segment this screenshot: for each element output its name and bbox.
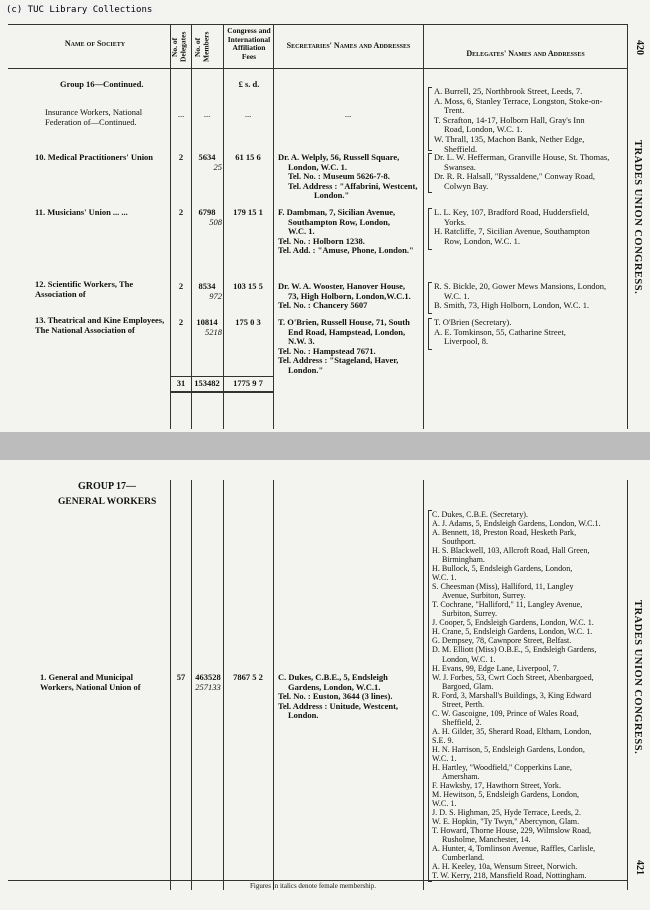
delegate-line: A. Moss, 6, Stanley Terrace, Longston, Stoke-on-: [434, 95, 603, 106]
secretary-line: C. Dukes, C.B.E., 5, Endsleigh: [278, 672, 388, 682]
members-count: 463528: [195, 672, 221, 682]
secretary-line: Tel. No. : Hampstead 7671.: [278, 345, 376, 356]
delegate-line: W.C. 1.: [432, 573, 457, 583]
delegate-line: H. Bullock, 5, Endsleigh Gardens, London,: [432, 564, 573, 574]
members-count: 10814: [196, 317, 218, 327]
col-divider: [423, 24, 424, 429]
delegate-line: Cumberland.: [442, 853, 485, 863]
fees-value: ...: [244, 109, 252, 119]
secretary-line: London.": [288, 364, 324, 375]
members-female: 972: [209, 291, 222, 301]
total-fees: 1775 9 7: [233, 378, 263, 388]
delegate-line: A. E. Tomkinson, 55, Catharine Street,: [434, 326, 566, 337]
delegate-line: Road, London, W.C. 1.: [444, 124, 523, 135]
secretary-line: London, W.C. 1.: [288, 161, 348, 172]
fees-value: 7867 5 2: [233, 672, 263, 682]
fees-value: 103 15 5: [233, 281, 263, 291]
delegate-list: [434, 282, 606, 311]
col-divider: [627, 480, 628, 890]
delegate-line: Swansea.: [444, 161, 476, 172]
delegate-line: Row, London, W.C. 1.: [444, 235, 520, 246]
society-name: 1. General and Municipal Workers, National Union of: [40, 672, 141, 692]
secretary-line: Gardens, London, W.C.1.: [288, 681, 381, 692]
secretary-address: [278, 673, 398, 721]
secretary-line: W.C. 1.: [288, 226, 315, 237]
page-421: [0, 460, 650, 910]
secretary-line: Dr. A. Welply, 56, Russell Square,: [278, 152, 400, 162]
bracket: [428, 282, 432, 314]
header-secretaries: Secretaries' Names and Addresses: [286, 41, 411, 50]
totals-top-rule: [170, 376, 273, 377]
members-count: 6798: [198, 207, 216, 217]
delegate-line: Liverpool, 8.: [444, 336, 489, 347]
group-title: Group 16—Continued.: [60, 79, 144, 89]
delegate-line: A. H. Keeley, 10a, Wensum Street, Norwich.: [432, 862, 578, 872]
delegates-count: 2: [178, 152, 184, 162]
secretary-line: London.: [288, 710, 319, 721]
delegate-line: Avenue, Surbiton, Surrey.: [442, 591, 526, 601]
page-number: 420: [634, 40, 645, 55]
header-delegate-names: Delegates' Names and Addresses: [466, 49, 585, 58]
society-name: Insurance Workers, National Federation of—Continued.: [45, 107, 143, 127]
delegate-line: Rusholme, Manchester, 14.: [442, 835, 531, 845]
delegate-line: C. W. Gascoigne, 109, Prince of Wales Road,: [432, 708, 579, 718]
delegate-line: T. Scrafton, 14-17, Holborn Hall, Gray's Inn: [434, 114, 585, 125]
delegate-list: [434, 208, 590, 246]
secretary-line: Southampton Row, London,: [288, 216, 391, 227]
secretary-address: [278, 282, 411, 311]
delegate-line: H. Crane, 5, Endsleigh Gardens, London, W.C. 1.: [432, 627, 593, 637]
secretary-line: T. O'Brien, Russell House, 71, South: [278, 317, 410, 327]
delegate-line: W.C. 1.: [432, 799, 457, 808]
total-members: 153482: [194, 378, 220, 388]
delegate-line: W.C. 1.: [432, 753, 457, 763]
bracket: [428, 87, 432, 151]
secretary-address: [278, 208, 414, 256]
delegate-line: J. D. S. Highman, 25, Hyde Terrace, Leeds, 2.: [432, 808, 581, 818]
header-members: No. of Members: [193, 31, 211, 63]
delegate-list: [434, 87, 603, 154]
secretary-line: Tel. No. : Chancery 5607: [278, 300, 368, 311]
col-divider: [170, 480, 171, 890]
fees-value: 175 0 3: [235, 317, 261, 327]
delegate-line: H. Evans, 99, Edge Lane, Liverpool, 7.: [432, 663, 559, 673]
secretary-line: Tel. No. : Museum 5626-7-8.: [288, 171, 390, 182]
bracket: [428, 318, 432, 350]
society-name: 13. Theatrical and Kine Employees, The National Association of: [35, 315, 165, 335]
col-divider: [273, 24, 274, 429]
delegate-line: G. Dempsey, 78, Cawnpore Street, Belfast.: [432, 636, 572, 646]
delegate-line: Birmingham.: [442, 555, 485, 565]
delegate-list: [434, 318, 566, 347]
secretary-line: London.": [314, 190, 350, 201]
delegate-line: A. Hunter, 4, Tomlinson Avenue, Raffles, Carlisle,: [432, 844, 596, 854]
society-name: 12. Scientific Workers, The Association of: [35, 279, 134, 299]
delegate-line: Trent.: [444, 105, 465, 116]
side-title: TRADES UNION CONGRESS.: [632, 600, 643, 755]
page-number: 421: [634, 860, 645, 875]
delegates-count: 2: [178, 317, 184, 327]
side-title: TRADES UNION CONGRESS.: [632, 140, 643, 295]
delegate-line: A. Bennett, 18, Preston Road, Hesketh Park,: [432, 528, 577, 538]
delegate-list: [432, 510, 601, 880]
delegate-line: Dr. R. R. Halsall, "Ryssaldene," Conway Road,: [434, 171, 596, 182]
delegate-line: T. Cochrane, "Halliford," 11, Langley Avenue,: [432, 600, 583, 610]
header-society: Name of Society: [64, 39, 126, 48]
delegate-line: H. S. Blackwell, 103, Allcroft Road, Hall Green,: [432, 546, 590, 556]
col-divider: [423, 480, 424, 890]
delegate-line: Sheffield.: [444, 143, 478, 154]
secretary-line: Tel. No. : Holborn 1238.: [278, 235, 365, 246]
society-name: 10. Medical Practitioners' Union: [35, 152, 154, 162]
footnote: Figures in italics denote female membership.: [250, 882, 376, 890]
delegate-line: Colwyn Bay.: [444, 180, 489, 191]
secretary-line: Tel. Address : "Affabrini, Westcent,: [288, 180, 418, 191]
delegate-line: W.C. 1.: [444, 290, 470, 301]
header-delegates: No. of Delegates: [170, 31, 188, 63]
secretary-line: Tel. Address : "Stageland, Haver,: [278, 355, 399, 366]
secretary-address: [278, 318, 410, 376]
members-count: ...: [203, 109, 211, 119]
delegate-line: H. Ratcliffe, 7, Sicilian Avenue, Southampton: [434, 226, 590, 237]
fees-value: 61 15 6: [235, 152, 261, 162]
col-divider: [170, 24, 171, 429]
members-female: 508: [209, 217, 222, 227]
members-female: 257133: [195, 682, 221, 692]
delegate-line: R. Ford, 3, Marshall's Buildings, 3, King Edward: [432, 690, 592, 700]
members-female: 25: [213, 162, 222, 172]
secretary-line: End Road, Hampstead, London,: [288, 326, 406, 337]
delegate-line: Amersham.: [442, 771, 480, 781]
members-count: 5634: [198, 152, 216, 162]
delegate-line: W. J. Forbes, 53, Cwrt Coch Street, Abenbargoed,: [432, 672, 594, 682]
bracket: [428, 153, 432, 193]
members-count: 8534: [198, 281, 216, 291]
delegate-line: Sheffield, 2.: [442, 717, 482, 727]
currency-header: £ s. d.: [238, 79, 260, 89]
watermark-label: (c) TUC Library Collections: [3, 4, 155, 16]
delegates-count: 57: [176, 672, 186, 682]
delegate-line: H. Hartley, "Woodfield," Copperkins Lane,: [432, 762, 572, 772]
delegate-line: A. H. Gilder, 35, Sherard Road, Eltham, London,: [432, 726, 592, 736]
members-female: 5218: [205, 327, 222, 337]
delegates-count: 2: [178, 281, 184, 291]
delegate-line: C. Dukes, C.B.E. (Secretary).: [432, 510, 528, 519]
delegate-line: T. O'Brien (Secretary).: [434, 317, 512, 327]
secretary-line: Dr. W. A. Wooster, Hanover House,: [278, 281, 406, 291]
delegate-line: London, W.C. 1.: [442, 654, 496, 664]
delegate-line: A. Burrell, 25, Northbrook Street, Leeds, 7.: [434, 86, 583, 96]
secretary-line: N.W. 3.: [288, 336, 315, 347]
secretary-line: 73, High Holborn, London,W.C.1.: [288, 290, 411, 301]
delegate-line: W. E. Hopkin, "Ty Twyn," Abercynon, Glam.: [432, 817, 580, 827]
header-fees: Congress and International Affiliation Fees: [227, 26, 271, 61]
group-subtitle: GENERAL WORKERS: [58, 497, 157, 507]
delegates-count: ...: [177, 109, 185, 119]
table-top-rule: [8, 24, 628, 25]
col-divider: [627, 24, 628, 429]
delegate-line: B. Smith, 73, High Holborn, London, W.C. 1.: [434, 300, 590, 311]
delegate-line: R. S. Bickle, 20, Gower Mews Mansions, London,: [434, 281, 607, 291]
header-bottom-rule: [8, 68, 628, 69]
society-name: 11. Musicians' Union ... ...: [35, 207, 128, 217]
delegate-line: H. N. Harrison, 5, Endsleigh Gardens, London,: [432, 744, 585, 754]
delegate-line: T. W. Kerry, 218, Mansfield Road, Nottingham.: [432, 871, 587, 881]
delegate-line: Yorks.: [444, 216, 467, 227]
secretary-address: ...: [344, 109, 352, 119]
delegate-line: A. J. Adams, 5, Endsleigh Gardens, London, W.C.1.: [432, 519, 601, 529]
delegate-line: Southport.: [442, 537, 476, 547]
delegate-line: T. Howard, Thorne House, 229, Wilmslow Road,: [432, 826, 592, 836]
delegate-line: J. Cooper, 5, Endsleigh Gardens, London, W.C. 1.: [432, 618, 594, 628]
col-divider: [273, 480, 274, 890]
delegate-line: S. Cheesman (Miss), Halliford, 11, Langley: [432, 582, 574, 592]
delegate-line: S.E. 9.: [432, 735, 454, 745]
secretary-line: Tel. Address : Unitude, Westcent,: [278, 700, 399, 711]
delegate-line: Dr. L. W. Hefferman, Granville House, St. Thomas,: [434, 152, 610, 162]
delegate-line: L. L. Key, 107, Bradford Road, Huddersfield,: [434, 207, 590, 217]
secretary-line: Tel. No. : Euston, 3644 (3 lines).: [278, 691, 393, 702]
delegate-line: Street, Perth.: [442, 699, 485, 709]
fees-value: 179 15 1: [233, 207, 263, 217]
delegate-line: Bargoed, Glam.: [442, 681, 494, 691]
group-title: GROUP 17—: [78, 481, 137, 492]
total-delegates: 31: [176, 378, 186, 388]
delegate-line: M. Hewitson, 5, Endsleigh Gardens, London,: [432, 789, 580, 799]
page-420: [0, 0, 650, 432]
secretary-line: Tel. Add. : "Amuse, Phone, London.": [278, 245, 414, 256]
delegate-line: W. Thrall, 135, Machon Bank, Nether Edge,: [434, 133, 585, 144]
delegate-line: D. M. Elliott (Miss) O.B.E., 5, Endsleigh Gardens,: [432, 645, 597, 655]
col-divider: [223, 24, 224, 429]
secretary-address: [278, 153, 417, 201]
totals-bottom-rule: [170, 391, 273, 393]
delegate-line: F. Hawksby, 17, Hawthorn Street, York.: [432, 780, 561, 790]
secretary-line: F. Dambman, 7, Sicilian Avenue,: [278, 207, 396, 217]
delegates-count: 2: [178, 207, 184, 217]
delegate-list: [434, 153, 609, 191]
bracket: [428, 208, 432, 250]
delegate-line: Surbiton, Surrey.: [442, 609, 498, 619]
